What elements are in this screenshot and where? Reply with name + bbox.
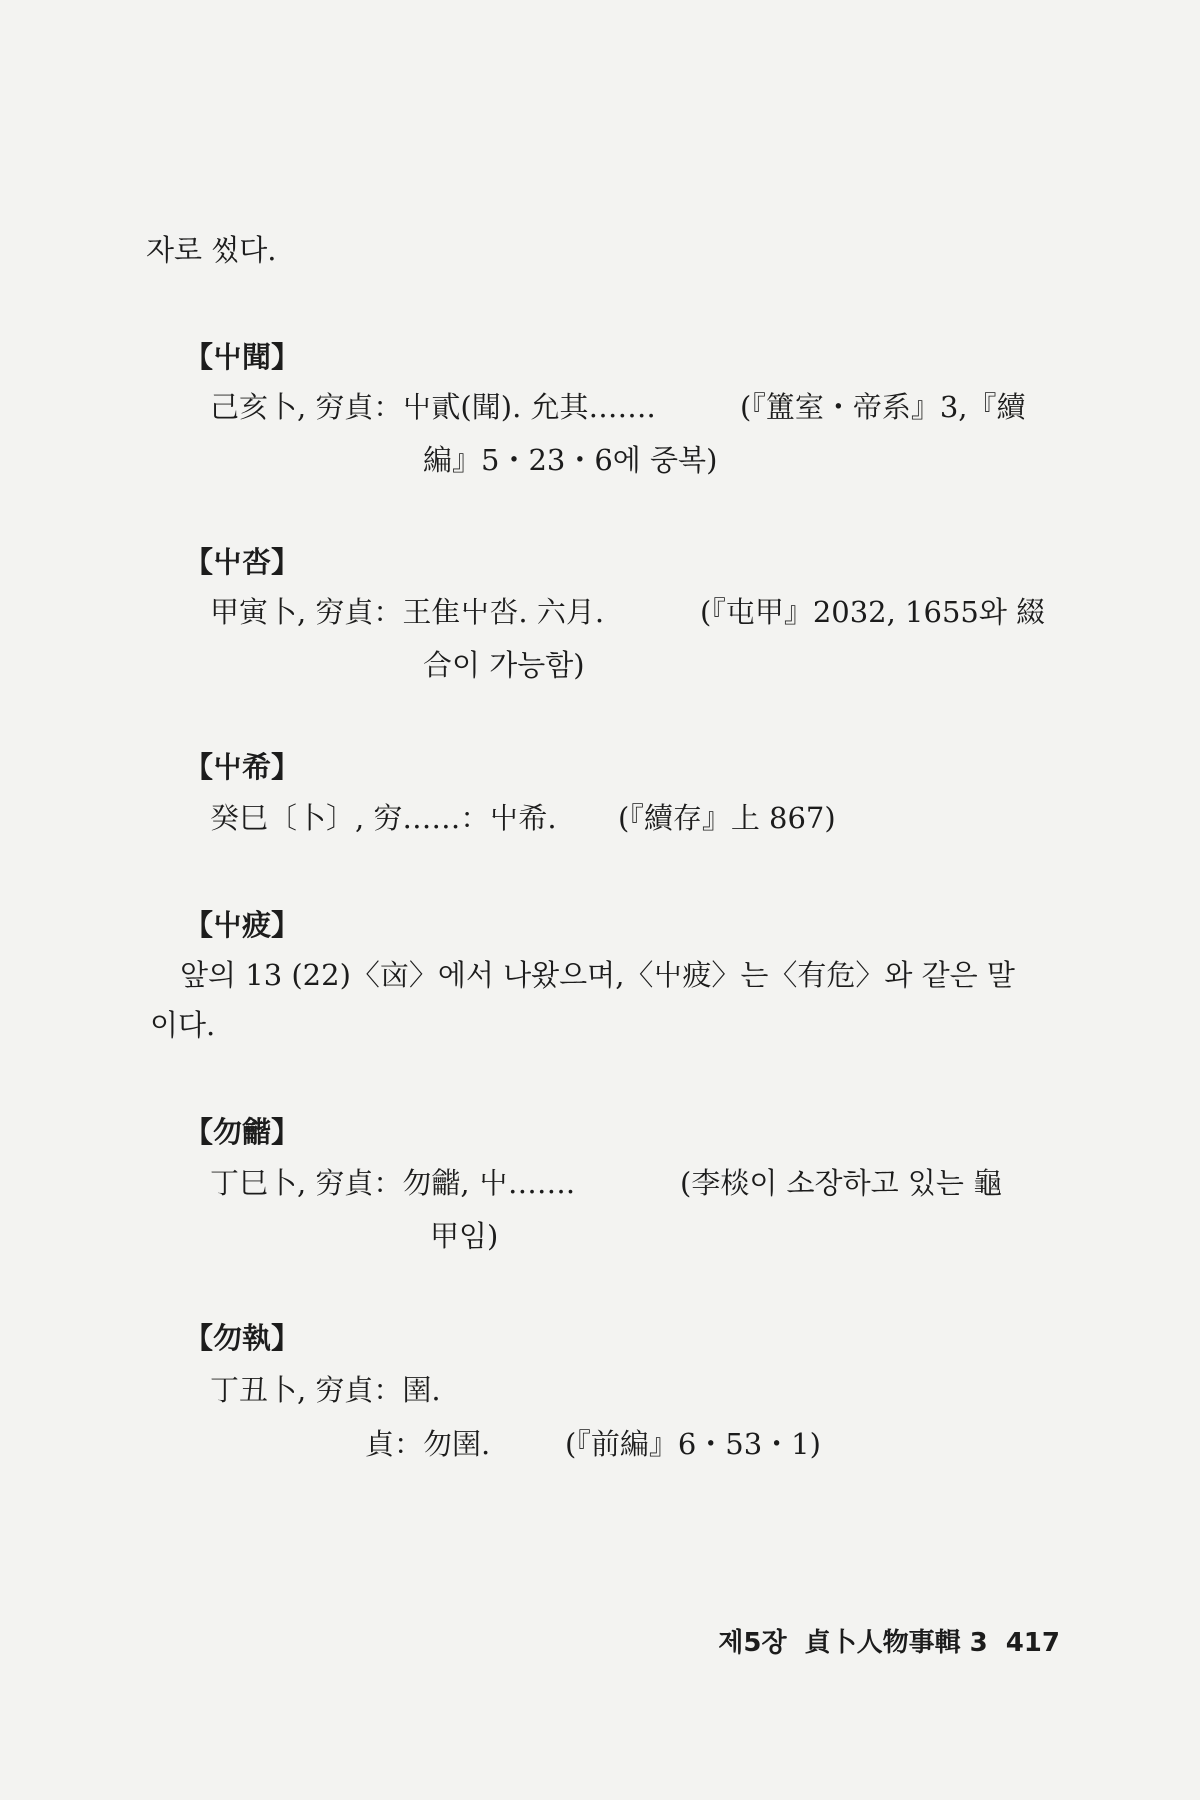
entry-text: 丁丑卜, 穷貞：圉. xyxy=(210,1373,441,1407)
entry-citation: (『簠室・帝系』3,『續 xyxy=(740,390,1026,424)
entry-heading: 【屮疲】 xyxy=(184,908,301,942)
entry-citation-cont: 甲임) xyxy=(430,1219,499,1253)
paragraph-line: 이다. xyxy=(150,1008,216,1042)
entry-heading: 【屮希】 xyxy=(184,750,301,784)
paragraph-line: 앞의 13 (22)〈㐫〉에서 나왔으며,〈屮疲〉는〈有危〉와 같은 말 xyxy=(180,958,1015,992)
entry-heading: 【屮聞】 xyxy=(184,340,301,374)
entry-text: 丁巳卜, 穷貞：勿龤, 屮……. xyxy=(210,1166,576,1200)
entry-text: 癸巳〔卜〕, 穷……：屮希. xyxy=(210,801,557,835)
entry-text: 己亥卜, 穷貞：屮貳(聞). 允其……. xyxy=(210,390,656,424)
entry-heading: 【勿龤】 xyxy=(184,1115,301,1149)
entry-citation-cont: 合이 가능함) xyxy=(423,648,585,682)
entry-citation: (『屯甲』2032, 1655와 綴 xyxy=(700,595,1046,629)
entry-citation: (李棪이 소장하고 있는 龜 xyxy=(680,1166,1003,1200)
entry-heading: 【勿執】 xyxy=(184,1321,301,1355)
entry-citation: (『續存』上 867) xyxy=(618,801,836,835)
entry-heading: 【屮呇】 xyxy=(184,545,301,579)
intro-text: 자로 썼다. xyxy=(146,233,277,267)
entry-citation-cont: 編』5・23・6에 중복) xyxy=(423,443,718,477)
chapter-label: 제5장 xyxy=(718,1628,787,1658)
chapter-title: 貞卜人物事輯 3 xyxy=(804,1628,988,1658)
entry-text: 貞：勿圉. xyxy=(365,1427,491,1461)
entry-text: 甲寅卜, 穷貞：王隹屮呇. 六月. xyxy=(210,595,605,629)
page-number: 417 xyxy=(1005,1628,1060,1658)
entry-citation: (『前編』6・53・1) xyxy=(565,1427,821,1461)
page-footer xyxy=(718,1622,1060,1659)
